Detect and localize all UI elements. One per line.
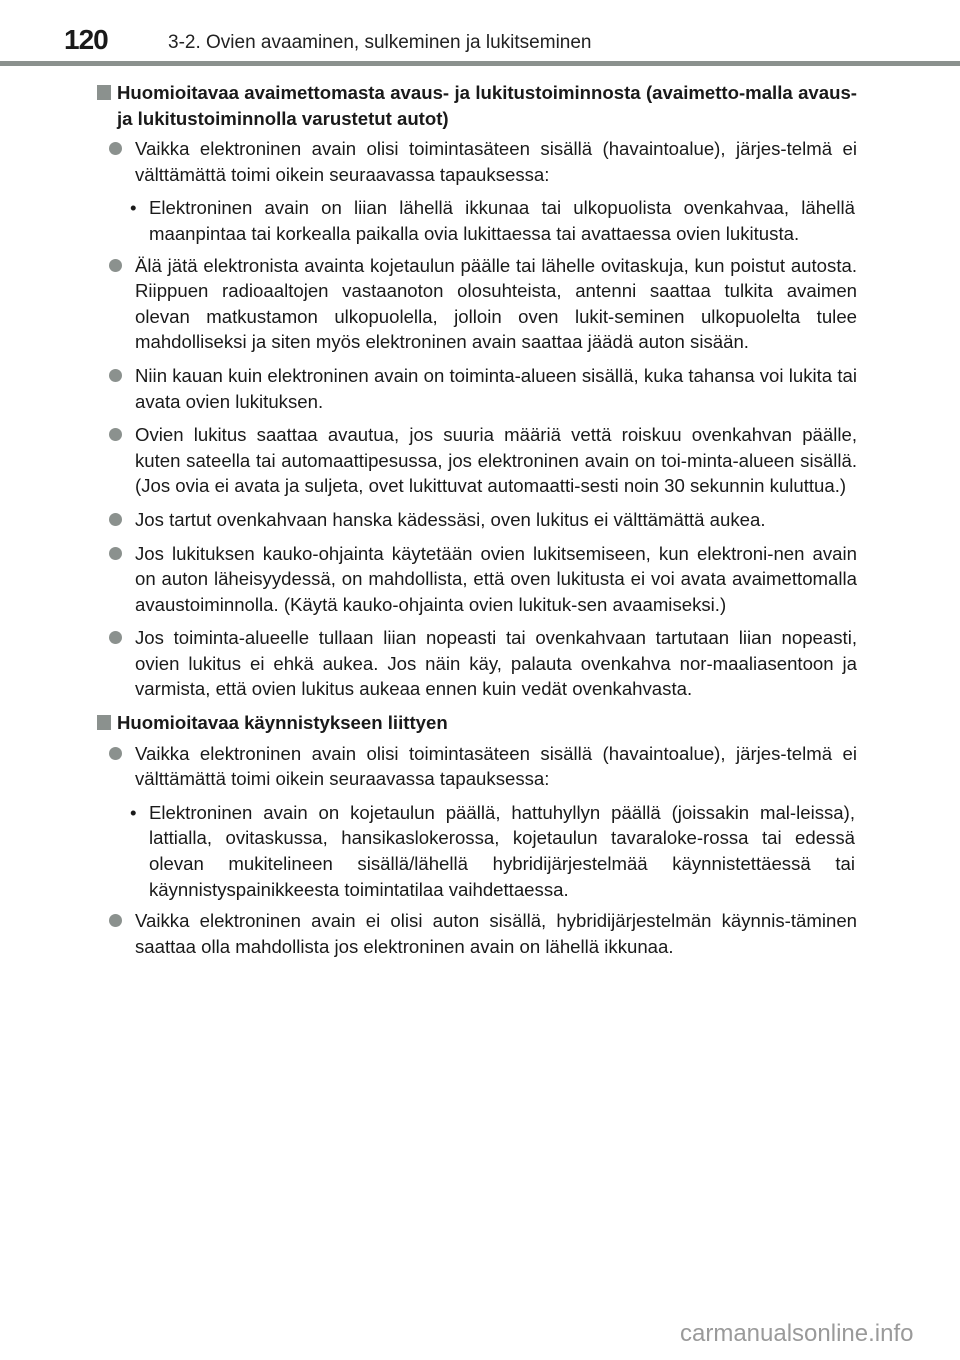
bullet-text: Vaikka elektroninen avain olisi toimintasäteen sisällä (havaintoalue), järjes-telmä ei välttämättä toimi oikein seuraavassa tapauksessa:: [135, 742, 857, 790]
circle-bullet-icon: [109, 631, 122, 644]
bullet-paragraph: [97, 625, 857, 702]
heading-text: Huomioitavaa käynnistykseen liittyen: [117, 712, 448, 734]
page-content: [97, 80, 857, 967]
bullet-text: Älä jätä elektronista avainta kojetaulun päälle tai lähelle ovitaskuja, kun poistut autosta. Riippuen radioaaltojen vastaanoton olosuhteista, antenni saattaa tulkita avaimen olevan matkustamon ulkopuolella, jolloin oven lukit-seminen ulkopuolelta tulee mahdolliseksi ja siten myös elektroninen avain saattaa jäädä auton sisään.: [135, 254, 857, 353]
section-heading: [97, 710, 857, 736]
circle-bullet-icon: [109, 369, 122, 382]
bullet-paragraph: [97, 541, 857, 618]
heading-text: Huomioitavaa avaimettomasta avaus- ja lukitustoiminnosta (avaimetto-malla avaus- ja lukitustoiminnolla varustetut autot): [117, 82, 857, 129]
bullet-text: Vaikka elektroninen avain ei olisi auton sisällä, hybridijärjestelmän käynnis-täminen saattaa olla mahdollista jos elektroninen avain on lähellä ikkunaa.: [135, 910, 857, 957]
circle-bullet-icon: [109, 547, 122, 560]
dot-bullet-icon: •: [130, 197, 137, 219]
sub-bullet-text: Elektroninen avain on kojetaulun päällä, hattuhyllyn päällä (joissakin mal-leissa), lattialla, ovitaskussa, hansikaslokerossa, kojetaulun tavaraloke-rossa tai edessä olevan mukitelineen sisällä/lähellä hybridijärjestelmää käynnistettäessä tai käynnistyspainikkeesta toimintatilaa vaihdettaessa.: [149, 801, 855, 900]
circle-bullet-icon: [109, 428, 122, 441]
circle-bullet-icon: [109, 513, 122, 526]
sub-bullet-paragraph: [97, 800, 855, 902]
bullet-text: Ovien lukitus saattaa avautua, jos suuria määriä vettä roiskuu ovenkahvan päälle, kuten sateella tai automaattipesussa, jos elektroninen avain on toi-minta-alueen sisällä. (Jos ovia ei avata ja suljeta, ovet lukittuvat automaatti-sesti noin 30 sekunnin kuluttua.): [135, 424, 857, 497]
circle-bullet-icon: [109, 259, 122, 272]
section-heading: [97, 80, 857, 131]
header-divider: [0, 61, 960, 66]
bullet-text: Jos tartut ovenkahvaan hanska kädessäsi, oven lukitus ei välttämättä aukea.: [135, 508, 766, 530]
bullet-text: Vaikka elektroninen avain olisi toimintasäteen sisällä (havaintoalue), järjes-telmä ei välttämättä toimi oikein seuraavassa tapauksessa:: [135, 138, 857, 185]
circle-bullet-icon: [109, 914, 122, 927]
circle-bullet-icon: [109, 747, 122, 760]
square-bullet-icon: [97, 715, 111, 730]
bullet-text: Niin kauan kuin elektroninen avain on toiminta-alueen sisällä, kuka tahansa voi lukita tai avata ovien lukituksen.: [135, 364, 857, 412]
sub-bullet-text: Elektroninen avain on liian lähellä ikkunaa tai ulkopuolista ovenkahvaa, lähellä maanpintaa tai korkealla paikalla ovia lukittaessa tai avattaessa ovien lukitusta.: [149, 197, 855, 244]
bullet-paragraph: [97, 363, 857, 414]
section-title: 3-2. Ovien avaaminen, sulkeminen ja lukitseminen: [168, 32, 592, 53]
bullet-paragraph: [97, 136, 857, 187]
sub-bullet-paragraph: [97, 195, 855, 246]
bullet-paragraph: [97, 908, 857, 959]
circle-bullet-icon: [109, 142, 122, 155]
bullet-paragraph: [97, 253, 857, 355]
bullet-text: Jos lukituksen kauko-ohjainta käytetään ovien lukitsemiseen, kun elektroni-nen avain on auton läheisyydessä, on mahdollista, että oven lukitusta ei voi avata avaimettomalla avaustoiminnolla. (Käytä kauko-ohjainta ovien lukituk-sen avaamiseksi.): [135, 542, 857, 615]
bullet-paragraph: [97, 507, 857, 533]
square-bullet-icon: [97, 85, 111, 100]
page-number: 120: [64, 24, 108, 55]
watermark: carmanualsonline.info: [680, 1320, 914, 1347]
bullet-paragraph: [97, 422, 857, 499]
bullet-paragraph: [97, 741, 857, 792]
dot-bullet-icon: •: [130, 801, 137, 823]
bullet-text: Jos toiminta-alueelle tullaan liian nopeasti tai ovenkahvaan tartutaan liian nopeasti, ovien lukitus ei ehkä aukea. Jos näin käy, palauta ovenkahva nor-maaliasentoon ja varmista, että ovien lukitus aukeaa ennen kuin vedät ovenkahvasta.: [135, 627, 857, 700]
